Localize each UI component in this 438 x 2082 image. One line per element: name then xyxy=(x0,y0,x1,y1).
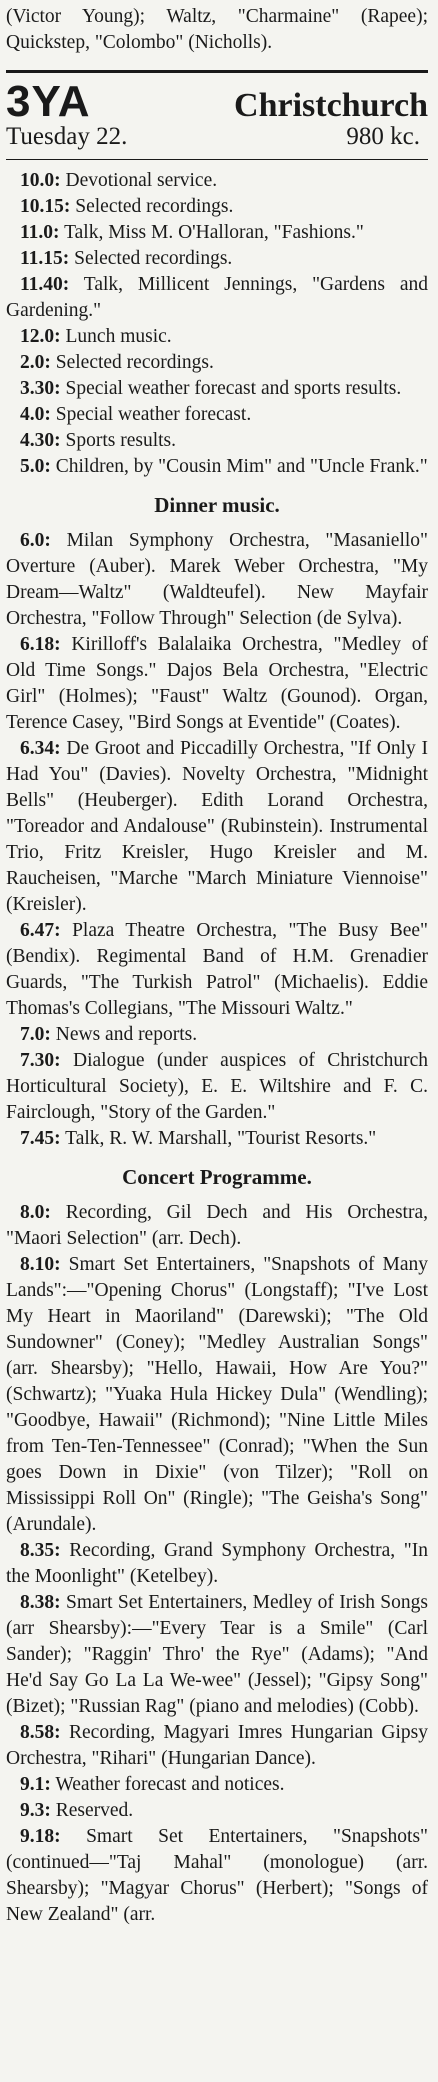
entry-description: Lunch music. xyxy=(60,326,172,347)
entry-time: 7.30: xyxy=(20,1050,61,1071)
entry-description: Talk, Miss M. O'Halloran, "Fashions." xyxy=(59,222,364,243)
entry-time: 11.15: xyxy=(20,248,70,269)
programme-entry xyxy=(6,1798,428,1824)
entry-description: Dialogue (under auspices of Christchurch Horticultural Society), E. E. Wiltshire and F. C. Fairclough, "Story of the Garden." xyxy=(6,1050,428,1123)
programme-entry xyxy=(6,454,428,480)
programme-entry xyxy=(6,1022,428,1048)
entry-description: Special weather forecast. xyxy=(50,404,252,425)
concert-listing xyxy=(6,1200,428,1928)
entry-time: 8.10: xyxy=(20,1254,61,1275)
entry-time: 7.45: xyxy=(20,1128,61,1149)
programme-entry xyxy=(6,1772,428,1798)
programme-entry xyxy=(6,736,428,918)
programme-entry xyxy=(6,1252,428,1538)
entry-time: 9.18: xyxy=(20,1826,61,1847)
entry-description: Plaza Theatre Orchestra, "The Busy Bee" (Bendix). Regimental Band of H.M. Grenadier Guards, "The Turkish Patrol" (Michaelis). Eddie Thomas's Collegians, "The Missouri Waltz." xyxy=(6,920,428,1019)
programme-entry xyxy=(6,1126,428,1152)
programme-entry xyxy=(6,918,428,1022)
station-frequency: 980 kc. xyxy=(346,123,420,150)
broadcast-day: Tuesday 22. xyxy=(6,123,128,150)
entry-description: Smart Set Entertainers, Medley of Irish Songs (arr Shearsby):—"Every Tear is a Smile" (Carl Sander); "Raggin' Thro' the Rye" (Adams); "And He'd Say Go La La We-wee" (Jessel); "Gipsy Song" (Bizet); "Russian Rag" (piano and melodies) (Cobb). xyxy=(6,1592,428,1717)
programme-entry xyxy=(6,168,428,194)
programme-entry xyxy=(6,350,428,376)
entry-description: Devotional service. xyxy=(60,170,218,191)
entry-time: 6.47: xyxy=(20,920,61,941)
entry-description: Selected recordings. xyxy=(70,196,234,217)
entry-description: Smart Set Entertainers, "Snapshots" (continued—"Taj Mahal" (monologue) (arr. Shearsby); "Magyar Chorus" (Herbert); "Songs of New Zealand" (arr. xyxy=(6,1826,428,1925)
entry-description: Talk, Millicent Jennings, "Gardens and Gardening." xyxy=(6,274,428,321)
entry-description: Sports results. xyxy=(60,430,177,451)
entry-description: De Groot and Piccadilly Orchestra, "If Only I Had You" (Davies). Novelty Orchestra, "Midnight Bells" (Heuberger). Edith Lorand Orchestra, "Toreador and Andalouse" (Rubinstein). Instrumental Trio, Fritz Kreisler, Hugo Kreisler and M. Raucheisen, "Marche "March Miniature Viennoise" (Kreisler). xyxy=(6,738,428,915)
programme-entry xyxy=(6,220,428,246)
programme-entry xyxy=(6,272,428,324)
station-header xyxy=(6,77,428,126)
entry-description: Recording, Magyari Imres Hungarian Gipsy Orchestra, "Rihari" (Hungarian Dance). xyxy=(6,1722,428,1769)
programme-entry xyxy=(6,246,428,272)
entry-time: 12.0: xyxy=(20,326,61,347)
programme-entry xyxy=(6,402,428,428)
entry-description: Weather forecast and notices. xyxy=(50,1774,285,1795)
entry-description: Talk, R. W. Marshall, "Tourist Resorts." xyxy=(60,1128,377,1149)
programme-entry xyxy=(6,1824,428,1928)
entry-time: 9.3: xyxy=(20,1800,51,1821)
entry-time: 10.0: xyxy=(20,170,61,191)
programme-entry xyxy=(6,324,428,350)
dinner-music-heading: Dinner music. xyxy=(154,493,280,517)
entry-description: Selected recordings. xyxy=(69,248,233,269)
station-call-sign: 3YA xyxy=(6,77,91,126)
entry-time: 9.1: xyxy=(20,1774,51,1795)
entry-time: 8.38: xyxy=(20,1592,61,1613)
programme-entry xyxy=(6,632,428,736)
entry-description: Selected recordings. xyxy=(50,352,214,373)
entry-time: 6.34: xyxy=(20,738,61,759)
dinner-listing xyxy=(6,528,428,1152)
entry-time: 8.35: xyxy=(20,1540,61,1561)
entry-time: 11.40: xyxy=(20,274,70,295)
entry-description: Special weather forecast and sports results. xyxy=(60,378,402,399)
programme-entry xyxy=(6,376,428,402)
entry-description: Recording, Grand Symphony Orchestra, "In the Moonlight" (Ketelbey). xyxy=(6,1540,428,1587)
section-divider xyxy=(6,70,428,73)
entry-time: 8.0: xyxy=(20,1202,51,1223)
programme-entry xyxy=(6,1048,428,1126)
entry-description: Children, by "Cousin Mim" and "Uncle Frank." xyxy=(50,456,428,477)
entry-time: 6.18: xyxy=(20,634,61,655)
programme-entry xyxy=(6,1590,428,1720)
carryover-text: (Victor Young); Waltz, "Charmaine" (Rapee); Quickstep, "Colombo" (Nicholls). xyxy=(6,6,428,53)
entry-description: Recording, Gil Dech and His Orchestra, "Maori Selection" (arr. Dech). xyxy=(6,1202,428,1249)
entry-time: 10.15: xyxy=(20,196,71,217)
programme-entry xyxy=(6,1538,428,1590)
entry-time: 6.0: xyxy=(20,530,51,551)
station-city: Christchurch xyxy=(234,87,428,124)
entry-description: Smart Set Entertainers, "Snapshots of Many Lands":—"Opening Chorus" (Longstaff); "I've Lost My Heart in Maoriland" (Darewski); "The Old Sundowner" (Coney); "Medley Australian Songs" (arr. Shearsby); "Hello, Hawaii, How Are You?" (Schwartz); "Yuaka Hula Hickey Dula" (Wendling); "Goodbye, Hawaii" (Richmond); "Nine Little Miles from Ten-Ten-Tennessee" (Conrad); "When the Sun goes Down in Dixie" (von Tilzer); "Roll on Mississippi Roll On" (Ringle); "The Geisha's Song" (Arundale). xyxy=(6,1254,428,1535)
entry-description: News and reports. xyxy=(50,1024,198,1045)
programme-entry xyxy=(6,1200,428,1252)
programme-entry xyxy=(6,1720,428,1772)
daytime-listing xyxy=(6,168,428,480)
header-rule xyxy=(6,159,428,160)
entry-time: 3.30: xyxy=(20,378,61,399)
entry-time: 8.58: xyxy=(20,1722,61,1743)
entry-time: 7.0: xyxy=(20,1024,51,1045)
entry-description: Reserved. xyxy=(50,1800,134,1821)
programme-entry xyxy=(6,528,428,632)
entry-time: 4.0: xyxy=(20,404,51,425)
concert-programme-heading: Concert Programme. xyxy=(122,1165,312,1189)
entry-description: Milan Symphony Orchestra, "Masaniello" Overture (Auber). Marek Weber Orchestra, "My Dream—Waltz" (Waldteufel). New Mayfair Orchestra, "Follow Through" Selection (de Sylva). xyxy=(6,530,428,629)
entry-time: 11.0: xyxy=(20,222,60,243)
entry-time: 5.0: xyxy=(20,456,51,477)
station-subheader xyxy=(6,123,428,153)
programme-entry xyxy=(6,194,428,220)
entry-time: 4.30: xyxy=(20,430,61,451)
programme-entry xyxy=(6,428,428,454)
entry-time: 2.0: xyxy=(20,352,51,373)
entry-description: Kirilloff's Balalaika Orchestra, "Medley of Old Time Songs." Dajos Bela Orchestra, "Electric Girl" (Holmes); "Faust" Waltz (Gounod). Organ, Terence Casey, "Bird Songs at Eventide" (Coates). xyxy=(6,634,428,733)
